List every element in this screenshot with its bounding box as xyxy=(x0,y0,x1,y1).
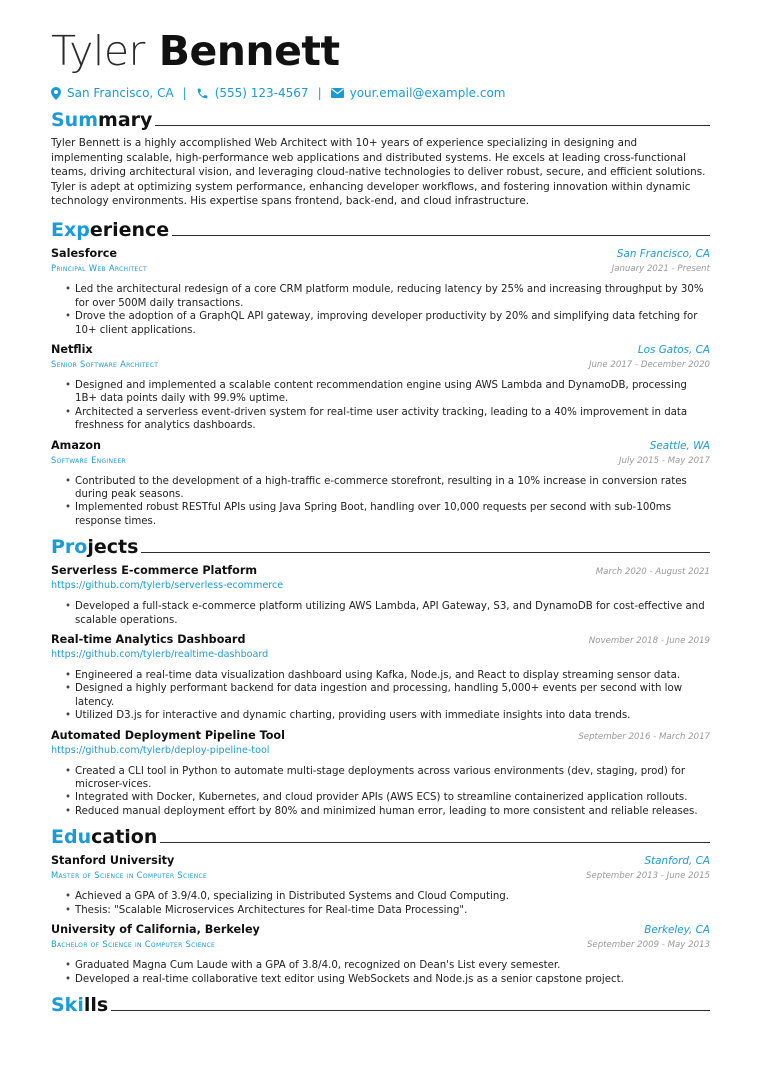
summary-text: Tyler Bennett is a highly accomplished Web Architect with 10+ years of experience specializing in designing and implementing scalable, high-performance web applications and distributed systems. He excels at leading cross-functional teams, driving architectural vision, and leveraging cloud-native technologies to deliver robust, secure, and efficient solutions. Tyler is adept at optimizing system performance, enhancing developer workflows, and fostering innovation within dynamic technology environments. His expertise spans frontend, back-end, and cloud infrastructure. xyxy=(51,137,706,208)
bullet-list xyxy=(51,765,710,819)
company-name: Amazon xyxy=(51,438,102,452)
contact-separator: | xyxy=(182,86,187,100)
candidate-name xyxy=(51,26,710,76)
project-link[interactable]: https://github.com/tylerb/realtime-dashboard xyxy=(51,649,269,661)
project-name: Automated Deployment Pipeline Tool xyxy=(51,728,285,742)
bullet-item: • Utilized D3.js for interactive and dynamic charting, providing users with immediate insights into data trends. xyxy=(75,709,710,722)
bullet-list xyxy=(51,283,710,337)
section-divider xyxy=(141,552,710,553)
education-dates: September 2009 - May 2013 xyxy=(586,940,710,951)
project-dates: September 2016 - March 2017 xyxy=(578,731,710,742)
bullet-item: • Developed a real-time collaborative text editor using WebSockets and Node.js as a senior capstone project. xyxy=(75,973,710,986)
job-title: Principal Web Architect xyxy=(51,263,147,274)
project-name: Real-time Analytics Dashboard xyxy=(51,633,246,647)
bullet-item: • Implemented robust RESTful APIs using Java Spring Boot, handling over 10,000 requests per second with sub-100ms response times. xyxy=(75,501,710,528)
job-title: Senior Software Architect xyxy=(51,358,159,369)
degree-title: Bachelor of Science in Computer Science xyxy=(51,939,216,950)
bullet-item: • Reduced manual deployment effort by 80% and minimized human error, leading to more consistent and reliable releases. xyxy=(75,805,710,818)
contact-separator: | xyxy=(317,86,322,100)
bullet-list xyxy=(51,475,710,529)
experience-entry xyxy=(51,439,710,529)
resume-page xyxy=(51,26,710,1016)
degree-title: Master of Science in Computer Science xyxy=(51,870,208,881)
bullet-list xyxy=(51,959,710,986)
bullet-item: • Thesis: "Scalable Microservices Architectures for Real-time Data Processing". xyxy=(75,904,710,917)
bullet-item: • Contributed to the development of a high-traffic e-commerce storefront, resulting in a 10% increase in conversion rates during peak seasons. xyxy=(75,475,710,502)
project-dates: March 2020 - August 2021 xyxy=(595,567,710,578)
section-header-projects xyxy=(51,536,710,558)
phone-icon xyxy=(196,87,209,100)
contact-location xyxy=(51,85,174,101)
bullet-list xyxy=(51,379,710,433)
bullet-item: • Designed and implemented a scalable content recommendation engine using AWS Lambda and DynamoDB, processing 1B+ data points daily with 99.9% uptime. xyxy=(75,379,710,406)
project-entry xyxy=(51,564,710,627)
section-divider xyxy=(111,1010,710,1011)
section-header-education xyxy=(51,826,710,848)
education-dates: September 2013 - June 2015 xyxy=(586,871,710,882)
map-marker-icon xyxy=(51,87,61,100)
school-location: Stanford, CA xyxy=(644,855,710,868)
project-link[interactable]: https://github.com/tylerb/deploy-pipeline-tool xyxy=(51,744,270,756)
bullet-item: • Designed a highly performant backend for data ingestion and processing, handling 5,000+ events per second with low latency. xyxy=(75,682,710,709)
section-title-experience: Experience xyxy=(51,219,170,242)
bullet-item: • Drove the adoption of a GraphQL API gateway, improving developer productivity by 20% and simplifying data fetching for 10+ client applications. xyxy=(75,310,710,337)
section-header-summary xyxy=(51,109,710,131)
bullet-item: • Engineered a real-time data visualization dashboard using Kafka, Node.js, and React to display streaming sensor data. xyxy=(75,669,710,682)
project-name: Serverless E-commerce Platform xyxy=(51,564,257,578)
job-dates: July 2015 - May 2017 xyxy=(619,455,710,466)
bullet-item: • Architected a serverless event-driven system for real-time user activity tracking, leading to a 40% improvement in data freshness for analytics dashboards. xyxy=(75,406,710,433)
bullet-list xyxy=(51,600,710,627)
bullet-list xyxy=(51,890,710,917)
bullet-item: • Led the architectural redesign of a core CRM platform module, reducing latency by 25% and increasing throughput by 30% for over 500M daily transactions. xyxy=(75,283,710,310)
section-header-skills xyxy=(51,994,710,1016)
bullet-item: • Graduated Magna Cum Laude with a GPA of 3.8/4.0, recognized on Dean's List every semester. xyxy=(75,959,710,972)
envelope-icon xyxy=(331,88,344,98)
section-divider xyxy=(160,842,710,843)
section-header-experience xyxy=(51,219,710,241)
location-text: San Francisco, CA xyxy=(67,86,174,100)
section-title-skills: Skills xyxy=(51,993,109,1016)
bullet-item: • Achieved a GPA of 3.9/4.0, specializing in Distributed Systems and Cloud Computing. xyxy=(75,890,710,903)
job-location: Los Gatos, CA xyxy=(637,343,710,356)
education-entry xyxy=(51,923,710,986)
job-title: Software Engineer xyxy=(51,454,126,465)
school-location: Berkeley, CA xyxy=(644,924,710,937)
education-entry xyxy=(51,854,710,917)
project-link[interactable]: https://github.com/tylerb/serverless-ecommerce xyxy=(51,580,284,592)
job-dates: January 2021 - Present xyxy=(611,264,710,275)
job-location: San Francisco, CA xyxy=(616,248,710,261)
company-name: Netflix xyxy=(51,342,93,356)
project-dates: November 2018 - June 2019 xyxy=(588,636,710,647)
project-entry xyxy=(51,633,710,723)
bullet-item: • Integrated with Docker, Kubernetes, and cloud provider APIs (AWS ECS) to streamline containerized application rollouts. xyxy=(75,791,710,804)
contact-email[interactable] xyxy=(331,85,506,101)
company-name: Salesforce xyxy=(51,247,117,261)
section-title-summary: Summary xyxy=(51,109,153,131)
last-name: Bennett xyxy=(158,27,340,75)
school-name: Stanford University xyxy=(51,854,175,868)
section-divider xyxy=(155,125,710,126)
project-entry xyxy=(51,729,710,819)
experience-entry xyxy=(51,247,710,337)
contact-phone[interactable] xyxy=(196,85,309,101)
contact-line xyxy=(51,85,710,101)
section-title-education: Education xyxy=(51,826,158,849)
bullet-item: • Developed a full-stack e-commerce platform utilizing AWS Lambda, API Gateway, S3, and DynamoDB for cost-effective and scalable operations. xyxy=(75,600,710,627)
phone-text: (555) 123-4567 xyxy=(214,86,309,100)
bullet-item: • Created a CLI tool in Python to automate multi-stage deployments across various environments (dev, staging, prod) for microser-vices. xyxy=(75,765,710,792)
first-name: Tyler xyxy=(51,27,145,75)
experience-entry xyxy=(51,343,710,433)
job-dates: June 2017 - December 2020 xyxy=(588,359,710,370)
section-title-projects: Projects xyxy=(51,536,139,559)
bullet-list xyxy=(51,669,710,723)
school-name: University of California, Berkeley xyxy=(51,923,260,937)
email-text: your.email@example.com xyxy=(349,86,506,100)
job-location: Seattle, WA xyxy=(649,439,710,452)
section-divider xyxy=(172,235,710,236)
